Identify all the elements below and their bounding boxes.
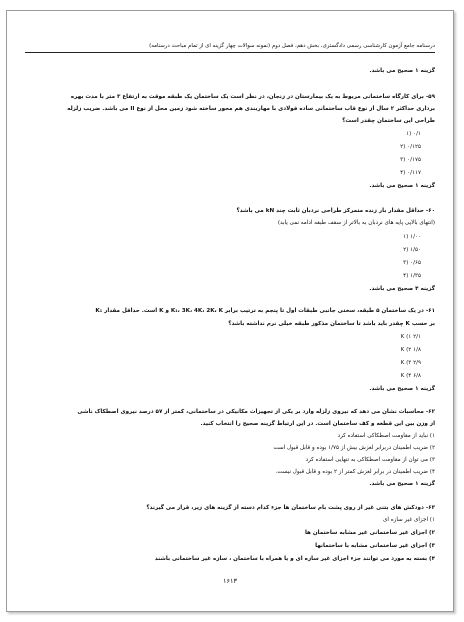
option-59-3: ۰/۱۷۵ (۳ xyxy=(400,157,421,163)
option-63-2: ۲) اجزای غیر ساختمانی غیر مشابه ساختمان ها xyxy=(304,530,435,536)
option-63-1: ۱) اجزای غیر سازه ای xyxy=(383,517,435,523)
option-60-3: ۰/۶۵ (۳ xyxy=(403,260,421,266)
option-59-4: ۰/۱۱۷ (۴ xyxy=(400,170,421,176)
option-62-1: ۱) نباید از مقاومت اصطکاکی استفاده کرد xyxy=(337,433,435,439)
option-60-4: ۱/۳۵ (۴ xyxy=(403,273,421,279)
answer-60: گزینه ۴ صحیح می باشد. xyxy=(369,286,435,292)
question-60-line-1: ۶۰- حداقل مقدار بار زنده متمرکز طراحی نردبان ثابت چند kN می باشد؟ xyxy=(236,208,435,214)
option-62-2: ۲) ضریب اطمینان دربرابر لغزش بیش از ۱/۷۵ بوده و قابل قبول است xyxy=(273,445,435,451)
answer-59: گزینه ۱ صحیح می باشد. xyxy=(369,183,435,189)
option-62-4: ۴) ضریب اطمینان در برابر لغزش کمتر از ۲ بوده و قابل قبول نیست. xyxy=(275,469,435,475)
answer-61: گزینه ۱ صحیح می باشد. xyxy=(369,386,435,392)
question-59-line-1: ۵۹- برای کارگاه ساختمانی مربوط به یک بیمارستان در زنجان، در نظر است یک ساختمان یک طبقه موقت به ارتفاع ۳ متر با مدت بهره xyxy=(70,94,435,100)
answer-line: گزینه ۱ صحیح می باشد. xyxy=(369,68,435,74)
question-62-line-2: از وزن بین این قطعه و کف ساختمان است. در این ارتباط گزینه صحیح را انتخاب کنید. xyxy=(200,421,435,427)
option-63-4: ۴) بسته به مورد می توانند جزء اجزای غیر سازه ای و یا همراه با ساختمان ، سازه غیر ساختمانی باشند xyxy=(154,556,435,562)
question-59-line-2: برداری حداکثر ۲ سال از نوع قاب ساختمانی ساده فولادی با مهاربندی هم محور ساخته شود زمین محل از نوع II می باشد. ضریب زلزله xyxy=(67,106,435,112)
question-59-line-3: طراحی این ساختمان چقدر است؟ xyxy=(342,118,435,124)
option-60-2: ۱/۵۰ (۲ xyxy=(403,247,421,253)
question-63-line-1: ۶۳- دودکش های بتنی غیر از روی پشت بام ساختمان ها جزء کدام دسته از گزینه های زیر، قرار می گیرند؟ xyxy=(146,505,435,511)
option-62-3: ۳) می توان از مقاومت اصطکاکی به تنهایی استفاده کرد xyxy=(305,457,435,463)
option-61-4: ۶/۸ K (۴ xyxy=(400,373,421,379)
question-61-line-1: ۶۱- در یک ساختمان ۵ طبقه، سختی جانبی طبقات اول تا پنجم به ترتیب برابر K₁، 3K، 4K، 2K، K و K است. حداقل مقدار K₁ xyxy=(95,308,435,314)
question-61-line-2: بر حسب K چقدر باید باشد تا ساختمان مذکور طبقه خیلی نرم نداشته باشد؟ xyxy=(228,321,435,327)
option-61-2: ۱/۸ K (۲ xyxy=(400,347,421,353)
option-63-3: ۳) اجزای غیر ساختمانی مشابه با ساختمانها xyxy=(315,543,435,549)
option-59-2: ۰/۱۲۵ (۲ xyxy=(400,144,421,150)
answer-62: گزینه ۱ صحیح می باشد. xyxy=(369,481,435,487)
option-61-1: ۲/۱ K (۱ xyxy=(400,334,421,340)
document-page xyxy=(6,10,454,612)
page-number: ۱۶۱۳ xyxy=(223,577,237,585)
question-60-line-2: (انتهای بالایی پایه های نردبان به بالاتر از سقف طبقه ادامه نمی یابد) xyxy=(277,220,435,226)
option-61-3: ۲/۹ K (۳ xyxy=(400,360,421,366)
running-header: درسنامه جامع آزمون کارشناسی رسمی دادگستری، بخش دهم، فصل دوم (نمونه سوالات چهار گزینه ای از تمام مباحث درسنامه) xyxy=(25,43,435,53)
option-59-1: ۰/۱ (۱ xyxy=(406,131,421,137)
question-62-line-1: ۶۲- محاسبات نشان می دهد که نیروی زلزله وارد بر یکی از تجهیزات مکانیکی در ساختمانی، کمتر از ۵۷ درصد نیروی اصطکاک ناشی xyxy=(77,409,435,415)
option-60-1: ۱/۰۰ (۱ xyxy=(403,234,421,240)
